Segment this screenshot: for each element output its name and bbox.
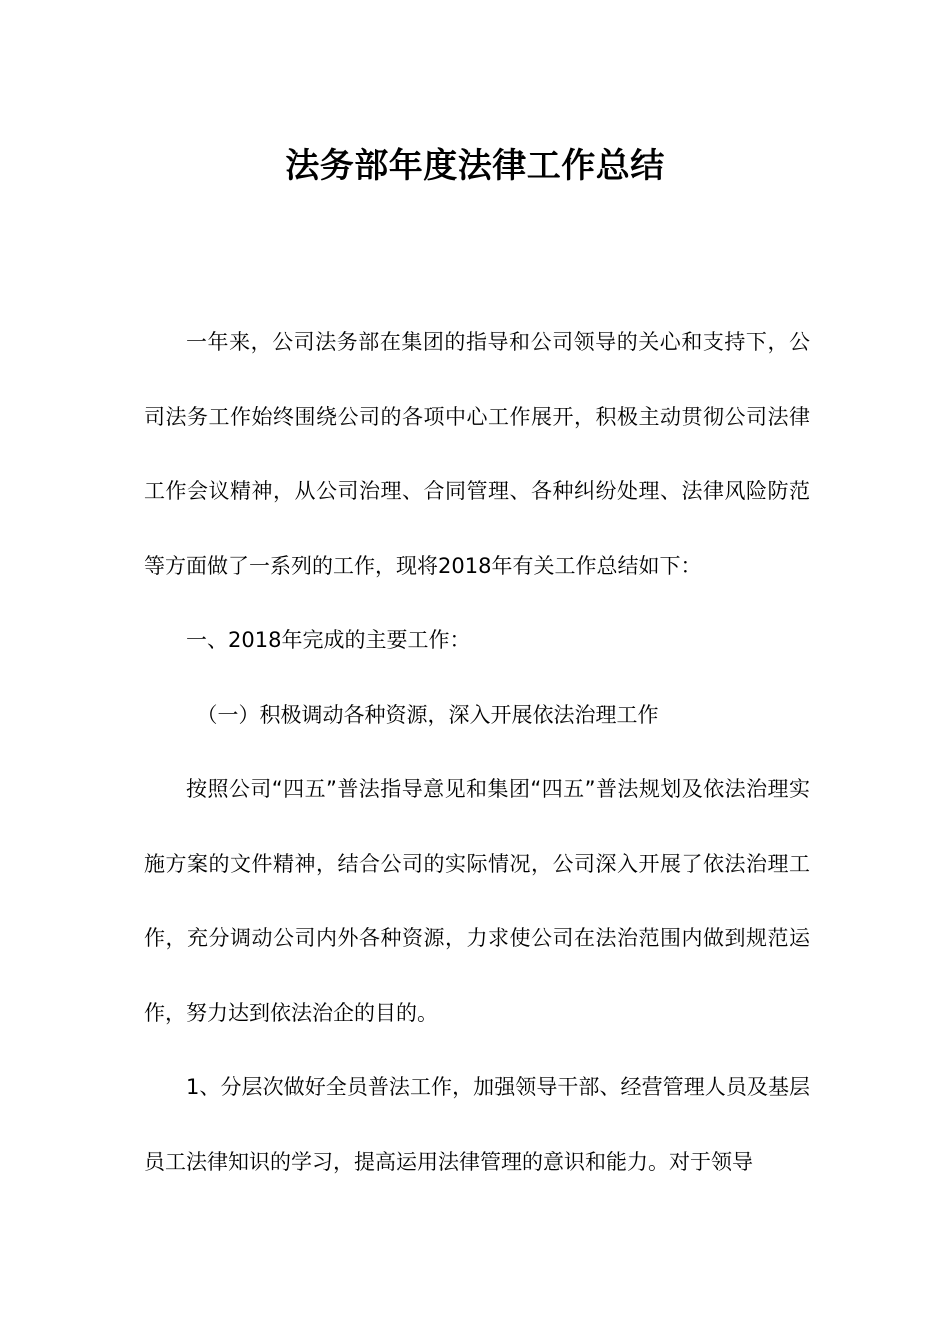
document-body bbox=[144, 305, 810, 1199]
intro-paragraph: 一年来，公司法务部在集团的指导和公司领导的关心和支持下，公司法务工作始终围绕公司的各项中心工作展开，积极主动贯彻公司法律工作会议精神，从公司治理、合同管理、各种纠纷处理、法律风险防范等方面做了一系列的工作，现将2018年有关工作总结如下： bbox=[144, 330, 810, 578]
document-title: 法务部年度法律工作总结 bbox=[285, 145, 665, 186]
subsection-heading: （一）积极调动各种资源，深入开展依法治理工作 bbox=[196, 702, 659, 727]
body-paragraph: 按照公司“四五”普法指导意见和集团“四五”普法规划及依法治理实施方案的文件精神，结合公司的实际情况，公司深入开展了依法治理工作，充分调动公司内外各种资源，力求使公司在法治范围内做到规范运作，努力达到依法治企的目的。 bbox=[144, 777, 810, 1025]
body-paragraph: 1、分层次做好全员普法工作，加强领导干部、经营管理人员及基层员工法律知识的学习，提高运用法律管理的意识和能力。对于领导 bbox=[144, 1075, 810, 1174]
section-heading: 一、2018年完成的主要工作： bbox=[186, 628, 471, 652]
